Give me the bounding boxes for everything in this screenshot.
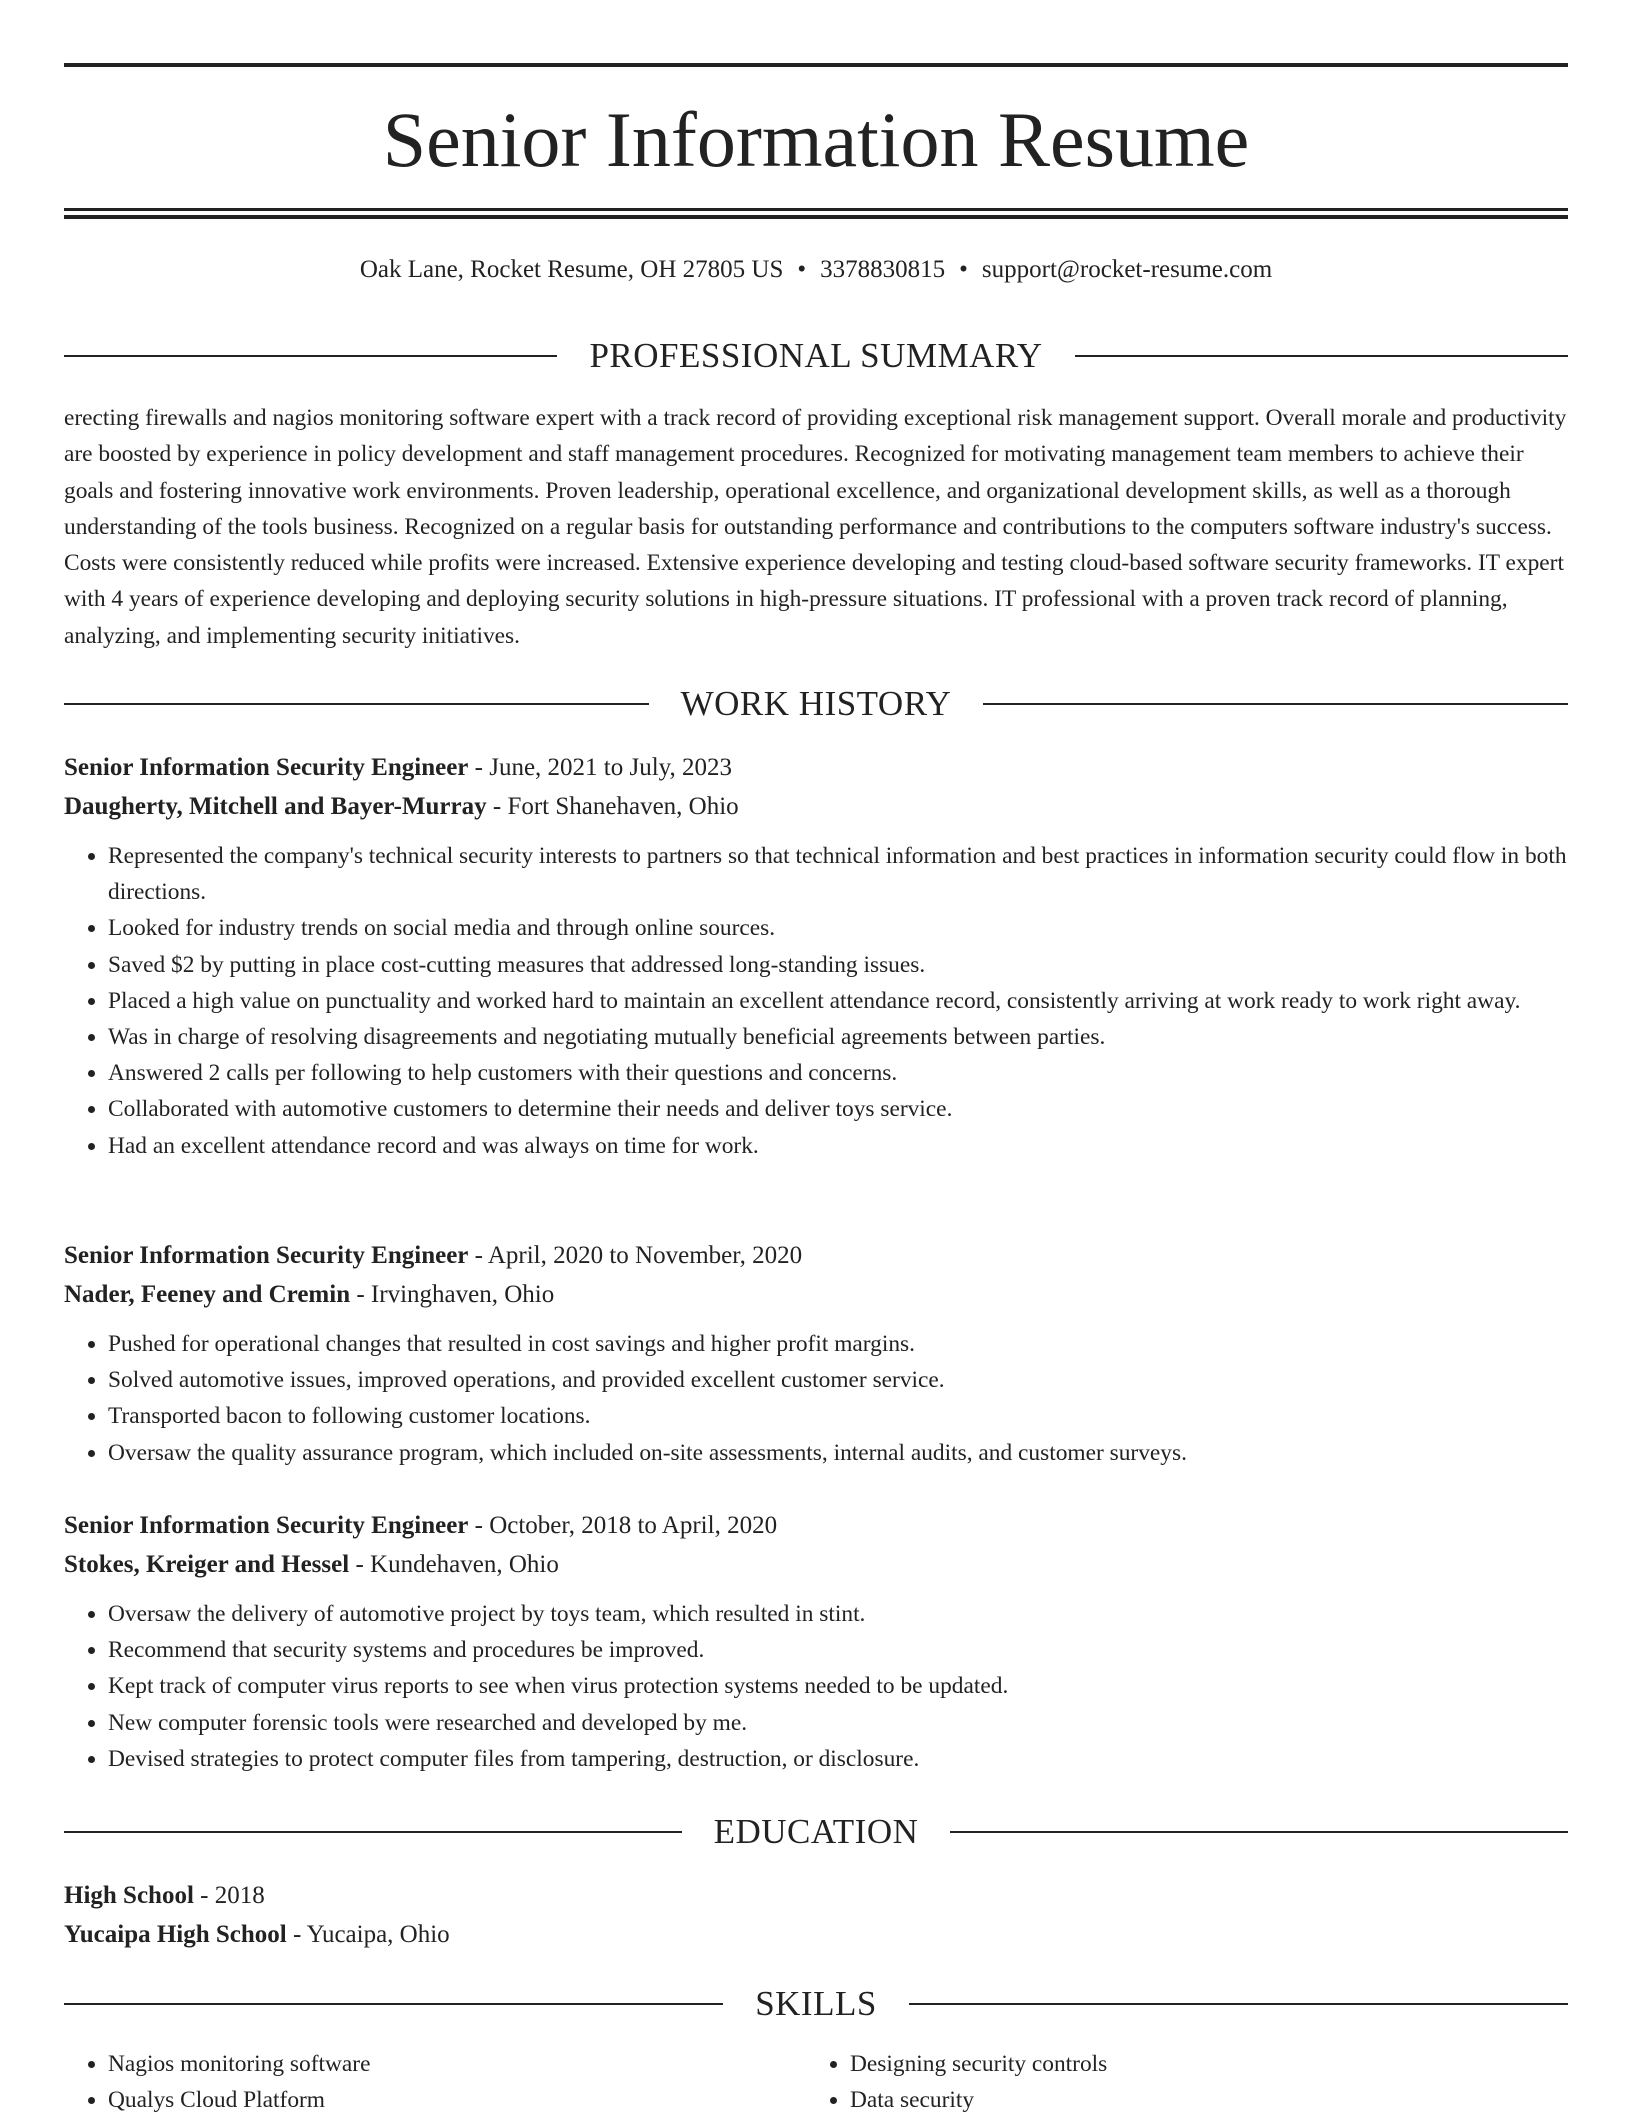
education-entry <box>64 1876 1568 1954</box>
job-bullet: • Recommend that security systems and procedures be improved. <box>108 1632 1568 1668</box>
summary-heading-label: PROFESSIONAL SUMMARY <box>589 336 1043 375</box>
job-bullet: • Was in charge of resolving disagreements and negotiating mutually beneficial agreements between parties. <box>108 1019 1568 1055</box>
skill-item: • Nagios monitoring software <box>108 2046 806 2082</box>
job-title-line <box>64 1236 1568 1275</box>
job-bullet: • Answered 2 calls per following to help customers with their questions and concerns. <box>108 1055 1568 1091</box>
heading-rule-right <box>950 1831 1568 1833</box>
skills-heading <box>64 1982 1568 2026</box>
education-school-line <box>64 1915 1568 1954</box>
contact-separator: • <box>797 256 807 283</box>
job-entry <box>64 748 1568 1164</box>
heading-rule-left <box>64 355 557 357</box>
job-bullet: • Saved $2 by putting in place cost-cutting measures that addressed long-standing issues. <box>108 947 1568 983</box>
job-title: Senior Information Security Engineer <box>64 1242 469 1269</box>
job-location: - Fort Shanehaven, Ohio <box>486 793 739 820</box>
top-rule <box>64 63 1568 67</box>
job-bullet: • Devised strategies to protect computer files from tampering, destruction, or disclosure. <box>108 1741 1568 1777</box>
job-company-line <box>64 1545 1568 1584</box>
heading-rule-right <box>1075 355 1568 357</box>
job-dates: - June, 2021 to July, 2023 <box>468 754 733 781</box>
job-title-line <box>64 1506 1568 1545</box>
job-bullet: • Pushed for operational changes that resulted in cost savings and higher profit margins. <box>108 1326 1568 1362</box>
work-history-heading <box>64 682 1568 726</box>
summary-text: erecting firewalls and nagios monitoring software expert with a track record of providing exceptional risk management support. Overall morale and productivity are boosted by experience in policy development and staff management procedures. Recognized for motivating management team members to achieve their goals and fostering innovative work environments. Proven leadership, operational excellence, and organizational development skills, as well as a thorough understanding of the tools business. Recognized on a regular basis for outstanding performance and contributions to the computers software industry's success. Costs were consistently reduced while profits were increased. Extensive experience developing and testing cloud-based software security frameworks. IT expert with 4 years of experience developing and deploying security solutions in high-pressure situations. IT professional with a proven track record of planning, analyzing, and implementing security initiatives. <box>64 405 1567 649</box>
job-bullet: • Placed a high value on punctuality and worked hard to maintain an excellent attendance record, consistently arriving at work ready to work right away. <box>108 983 1568 1019</box>
education-school: Yucaipa High School <box>64 1921 287 1948</box>
job-bullets <box>64 1596 1568 1777</box>
education-degree-line <box>64 1876 1568 1915</box>
skills-heading-label: SKILLS <box>755 1984 877 2023</box>
job-bullet: • Had an excellent attendance record and was always on time for work. <box>108 1128 1568 1164</box>
job-title: Senior Information Security Engineer <box>64 754 469 781</box>
job-bullet: • Looked for industry trends on social media and through online sources. <box>108 910 1568 946</box>
job-location: - Irvinghaven, Ohio <box>350 1281 555 1308</box>
job-location: - Kundehaven, Ohio <box>349 1551 559 1578</box>
title-rule-lower <box>64 215 1568 219</box>
heading-rule-right <box>983 703 1568 705</box>
job-dates: - April, 2020 to November, 2020 <box>468 1242 803 1269</box>
job-bullets <box>64 1326 1568 1471</box>
job-bullet: • Represented the company's technical security interests to partners so that technical information and best practices in information security could flow in both directions. <box>108 838 1568 910</box>
job-title-line <box>64 748 1568 787</box>
job-bullet: • Collaborated with automotive customers to determine their needs and deliver toys service. <box>108 1091 1568 1127</box>
job-company: Stokes, Kreiger and Hessel <box>64 1551 350 1578</box>
heading-rule-right <box>909 2003 1568 2005</box>
job-bullet: • Kept track of computer virus reports to see when virus protection systems needed to be updated. <box>108 1668 1568 1704</box>
skill-item: • Designing security controls <box>850 2046 1548 2082</box>
job-company: Daugherty, Mitchell and Bayer-Murray <box>64 793 487 820</box>
heading-rule-left <box>64 703 649 705</box>
job-entry <box>64 1506 1568 1777</box>
work-history-heading-label: WORK HISTORY <box>680 684 952 723</box>
job-bullet: • Oversaw the quality assurance program, which included on-site assessments, internal audits, and customer surveys. <box>108 1435 1568 1471</box>
contact-email: support@rocket-resume.com <box>981 256 1273 283</box>
job-bullet: • New computer forensic tools were researched and developed by me. <box>108 1705 1568 1741</box>
job-bullets <box>64 838 1568 1164</box>
summary-heading <box>64 334 1568 378</box>
education-location: - Yucaipa, Ohio <box>286 1921 450 1948</box>
heading-rule-left <box>64 1831 682 1833</box>
contact-line <box>64 252 1568 288</box>
resume-title: Senior Information Resume <box>382 96 1250 183</box>
contact-address: Oak Lane, Rocket Resume, OH 27805 US <box>359 256 784 283</box>
education-heading <box>64 1810 1568 1854</box>
skill-item: • Data security <box>850 2082 1548 2118</box>
job-title: Senior Information Security Engineer <box>64 1512 469 1539</box>
contact-separator: • <box>959 256 968 283</box>
title-rule-upper <box>64 208 1568 211</box>
job-company-line <box>64 1275 1568 1314</box>
job-entry <box>64 1236 1568 1471</box>
education-year: - 2018 <box>193 1882 265 1909</box>
skills-column-right <box>806 2046 1548 2118</box>
job-bullet: • Oversaw the delivery of automotive project by toys team, which resulted in stint. <box>108 1596 1568 1632</box>
job-company: Nader, Feeney and Cremin <box>64 1281 351 1308</box>
job-dates: - October, 2018 to April, 2020 <box>468 1512 778 1539</box>
skill-item: • Qualys Cloud Platform <box>108 2082 806 2118</box>
skills-list <box>64 2046 1568 2118</box>
job-bullet: • Transported bacon to following customer locations. <box>108 1398 1568 1434</box>
education-heading-label: EDUCATION <box>713 1812 919 1851</box>
education-degree: High School <box>64 1882 194 1909</box>
skills-column-left <box>64 2046 806 2118</box>
job-bullet: • Solved automotive issues, improved operations, and provided excellent customer service. <box>108 1362 1568 1398</box>
heading-rule-left <box>64 2003 723 2005</box>
contact-phone: 3378830815 <box>820 256 946 283</box>
job-company-line <box>64 787 1568 826</box>
